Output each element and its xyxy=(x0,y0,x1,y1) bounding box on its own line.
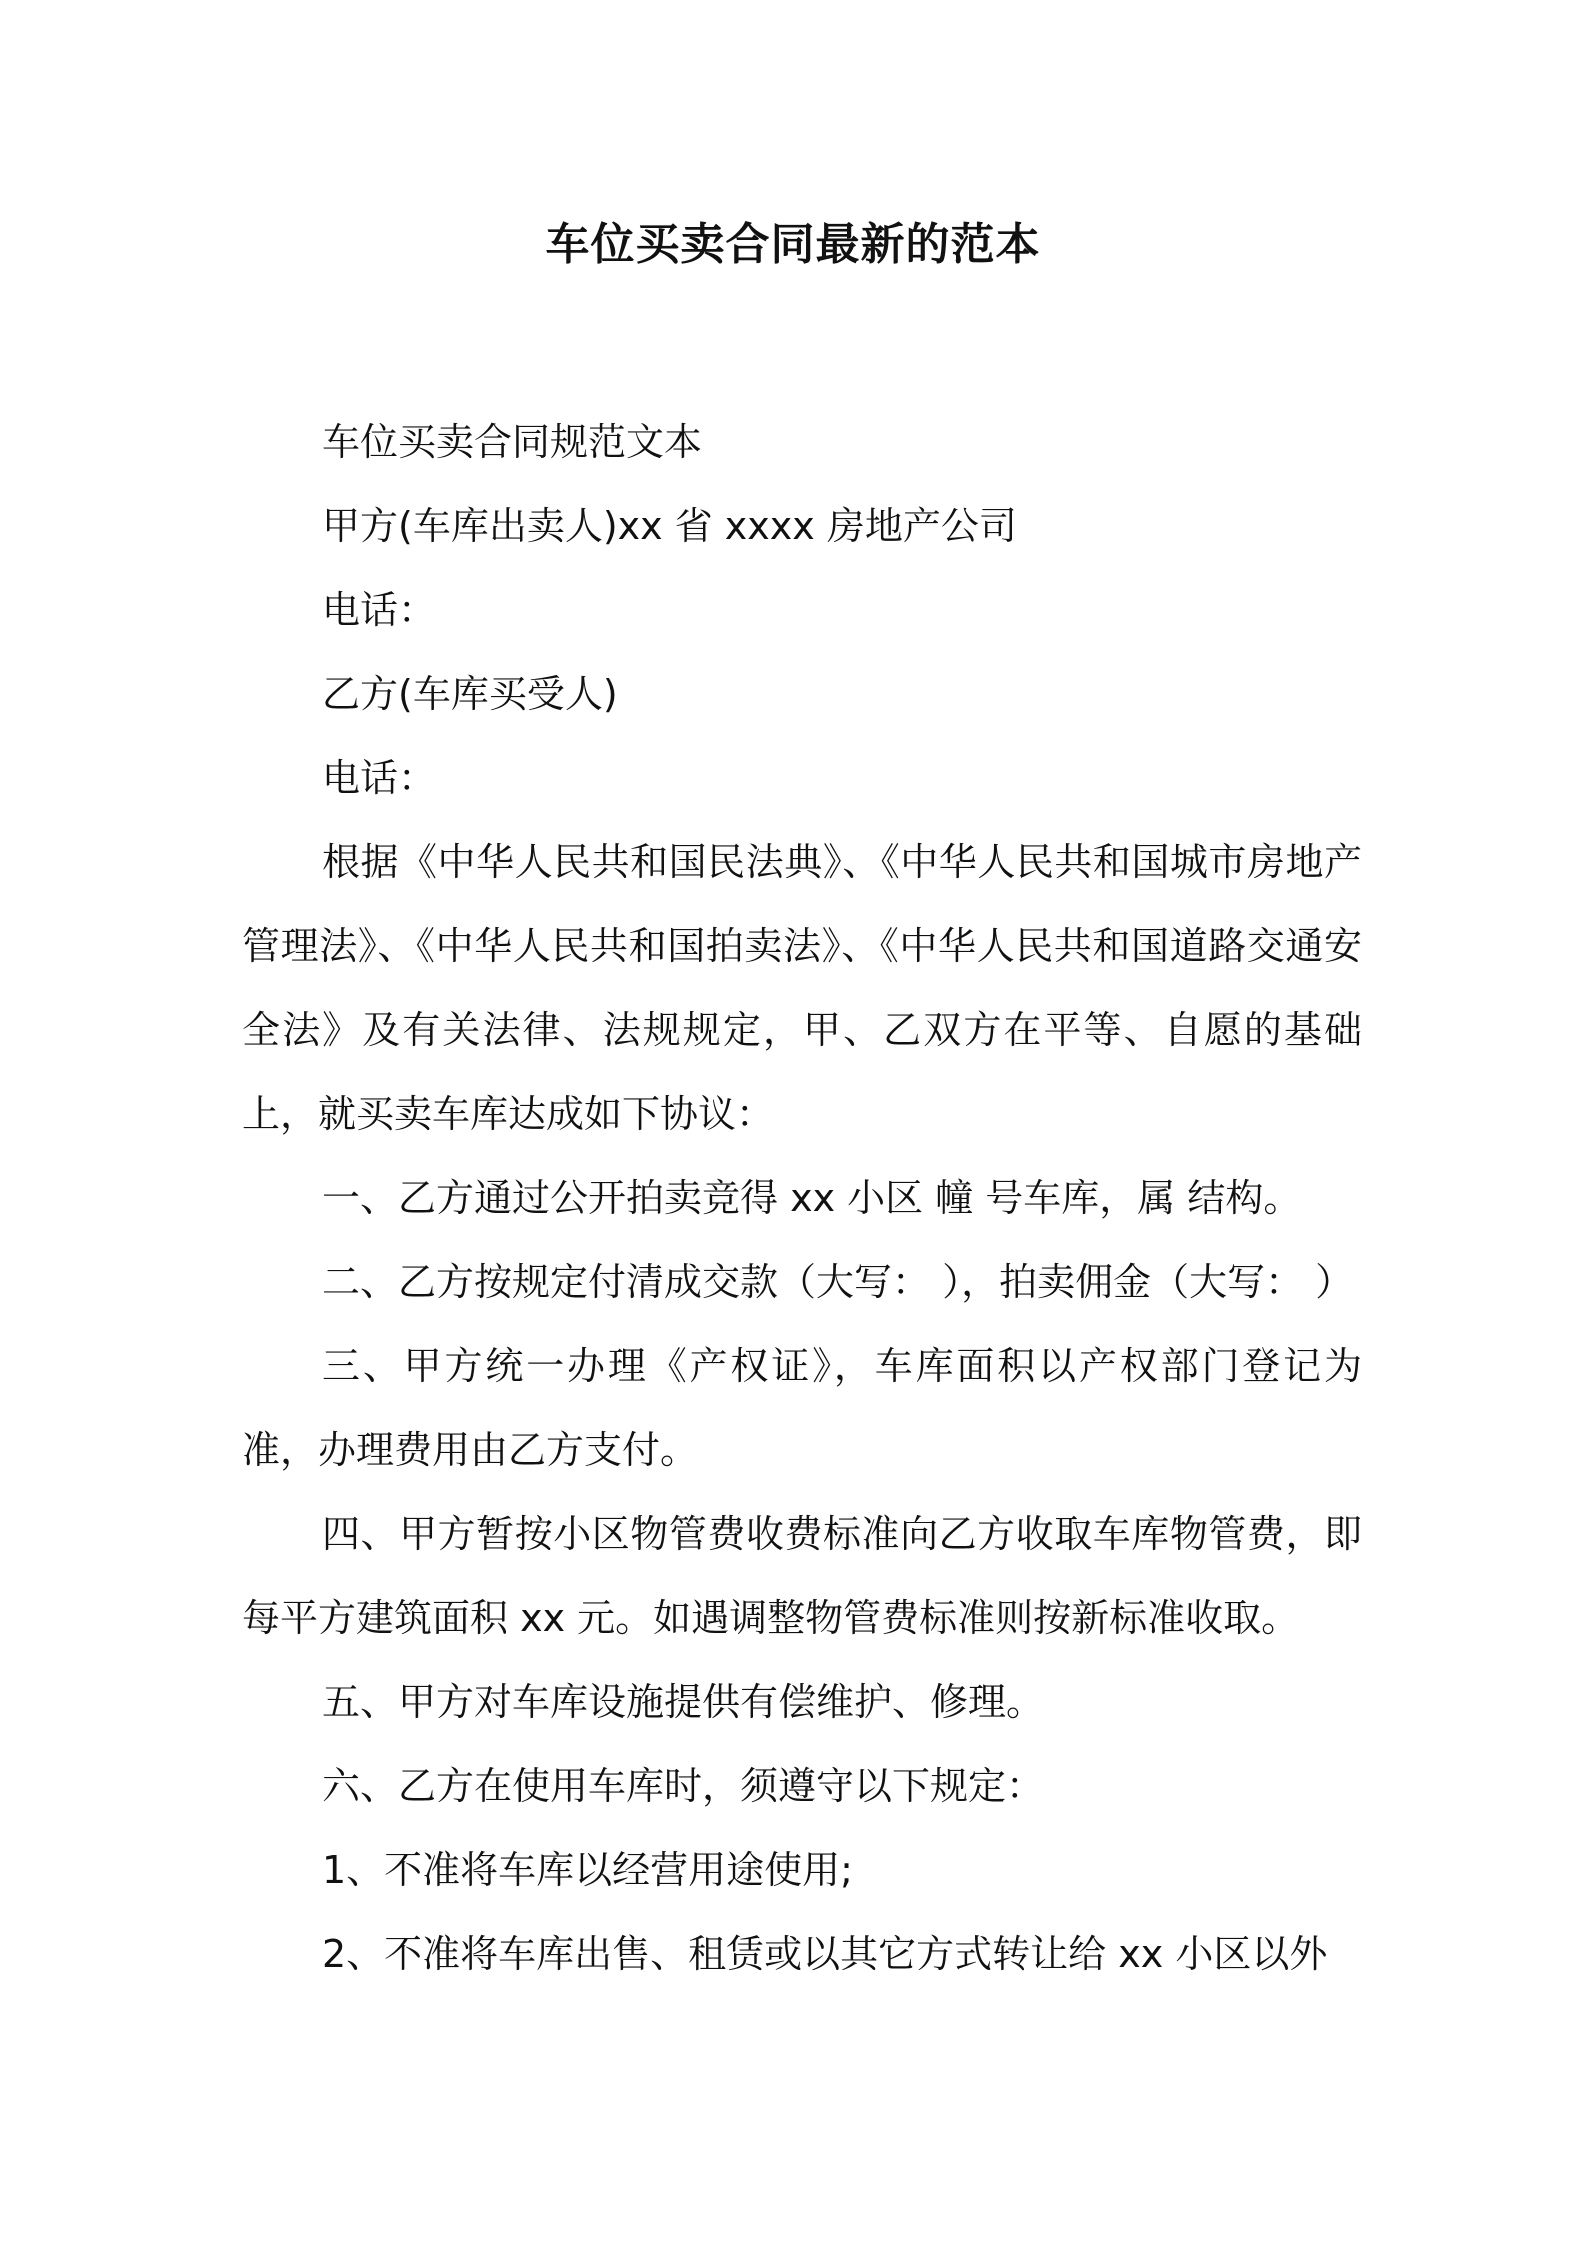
paragraph-clause-2: 二、乙方按规定付清成交款（大写： ），拍卖佣金（大写： ） xyxy=(322,1260,1354,1304)
paragraph-party-b: 乙方(车库买受人) xyxy=(322,672,618,716)
paragraph-rule-2: 2、不准将车库出售、租赁或以其它方式转让给 xx 小区以外 xyxy=(322,1932,1328,1976)
paragraph-subtitle: 车位买卖合同规范文本 xyxy=(322,420,703,464)
paragraph-party-a-phone: 电话： xyxy=(322,588,437,632)
paragraph-preamble: 根据《中华人民共和国民法典》、《中华人民共和国城市房地产管理法》、《中华人民共和国拍卖法》、《中华人民共和国道路交通安全法》及有关法律、法规规定，甲、乙双方在平等、自愿的基础上，就买卖车库达成如下协议： xyxy=(242,840,1362,1136)
paragraph-clause-3: 三、甲方统一办理《产权证》，车库面积以产权部门登记为准，办理费用由乙方支付。 xyxy=(242,1344,1362,1472)
document-title: 车位买卖合同最新的范本 xyxy=(545,219,1041,270)
paragraph-party-a: 甲方(车库出卖人)xx 省 xxxx 房地产公司 xyxy=(322,504,1017,548)
paragraph-clause-1: 一、乙方通过公开拍卖竞得 xx 小区 幢 号车库，属 结构。 xyxy=(322,1176,1302,1220)
document-body xyxy=(242,400,1362,1996)
paragraph-rule-1: 1、不准将车库以经营用途使用; xyxy=(322,1848,853,1892)
paragraph-clause-5: 五、甲方对车库设施提供有偿维护、修理。 xyxy=(322,1680,1045,1724)
paragraph-clause-4: 四、甲方暂按小区物管费收费标准向乙方收取车库物管费，即每平方建筑面积 xx 元。如遇调整物管费标准则按新标准收取。 xyxy=(242,1512,1362,1640)
paragraph-party-b-phone: 电话： xyxy=(322,756,437,800)
paragraph-clause-6: 六、乙方在使用车库时，须遵守以下规定： xyxy=(322,1764,1045,1808)
